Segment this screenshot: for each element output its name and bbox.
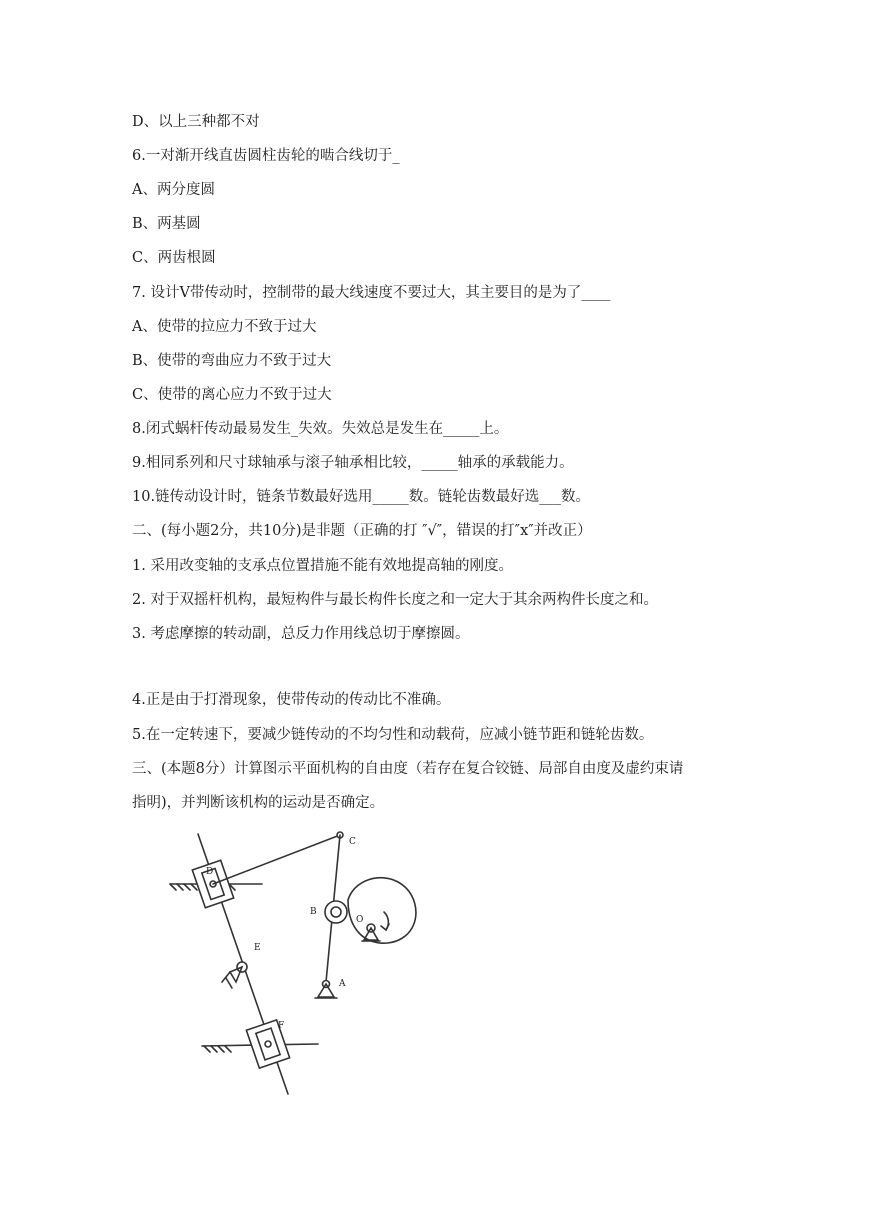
- label-e: E: [254, 943, 261, 953]
- question-9: 9.相同系列和尺寸球轴承与滚子轴承相比较，_____轴承的承载能力。: [132, 455, 574, 471]
- option-c: C、两齿根圆: [132, 250, 216, 266]
- true-false-5: 5.在一定转速下，要减少链传动的不均匀性和动载荷，应减小链节距和链轮齿数。: [132, 727, 654, 743]
- option-b: B、使带的弯曲应力不致于过大: [132, 353, 332, 369]
- true-false-1: 1. 采用改变轴的支承点位置措施不能有效地提高轴的刚度。: [132, 558, 513, 574]
- pivot-o: [362, 924, 380, 941]
- label-o: O: [356, 915, 364, 925]
- label-d: D: [206, 867, 214, 877]
- mechanism-diagram: [140, 822, 440, 1112]
- option-c: C、使带的离心应力不致于过大: [132, 387, 332, 403]
- question-6: 6.一对渐开线直齿圆柱齿轮的啮合线切于_: [132, 148, 400, 164]
- section-3-heading-cont: 指明)，并判断该机构的运动是否确定。: [132, 795, 385, 811]
- question-10: 10.链传动设计时，链条节数最好选用_____数。链轮齿数最好选___数。: [132, 489, 591, 505]
- true-false-2: 2. 对于双摇杆机构，最短构件与最长构件长度之和一定大于其余两构件长度之和。: [132, 592, 658, 608]
- question-8: 8.闭式蜗杆传动最易发生_失效。失效总是发生在_____上。: [132, 421, 509, 437]
- option-a: A、使带的拉应力不致于过大: [132, 319, 317, 335]
- label-f: F: [278, 1021, 285, 1031]
- true-false-4: 4.正是由于打滑现象，使带传动的传动比不准确。: [132, 692, 451, 708]
- pivot-a: [315, 981, 337, 999]
- section-2-heading: 二、(每小题2分，共10分)是非题（正确的打 ″√″，错误的打″x″并改正）: [132, 523, 592, 539]
- link-dc: [213, 835, 340, 884]
- label-b: B: [310, 907, 317, 917]
- label-c: C: [349, 837, 356, 847]
- section-3-heading: 三、(本题8分）计算图示平面机构的自由度（若存在复合铰链、局部自由度及虚约束请: [132, 761, 684, 777]
- cam-o: [348, 878, 416, 943]
- pivot-e: [222, 962, 247, 988]
- rotation-arrowhead: [381, 924, 389, 930]
- question-7: 7. 设计V带传动时，控制带的最大线速度不要过大，其主要目的是为了____: [132, 285, 611, 301]
- roller-b: [325, 901, 347, 923]
- true-false-3: 3. 考虑摩擦的转动副，总反力作用线总切于摩擦圆。: [132, 626, 470, 642]
- label-a: A: [339, 979, 346, 989]
- option-b: B、两基圆: [132, 216, 201, 232]
- text-line: D、以上三种都不对: [132, 114, 260, 130]
- option-a: A、两分度圆: [132, 182, 215, 198]
